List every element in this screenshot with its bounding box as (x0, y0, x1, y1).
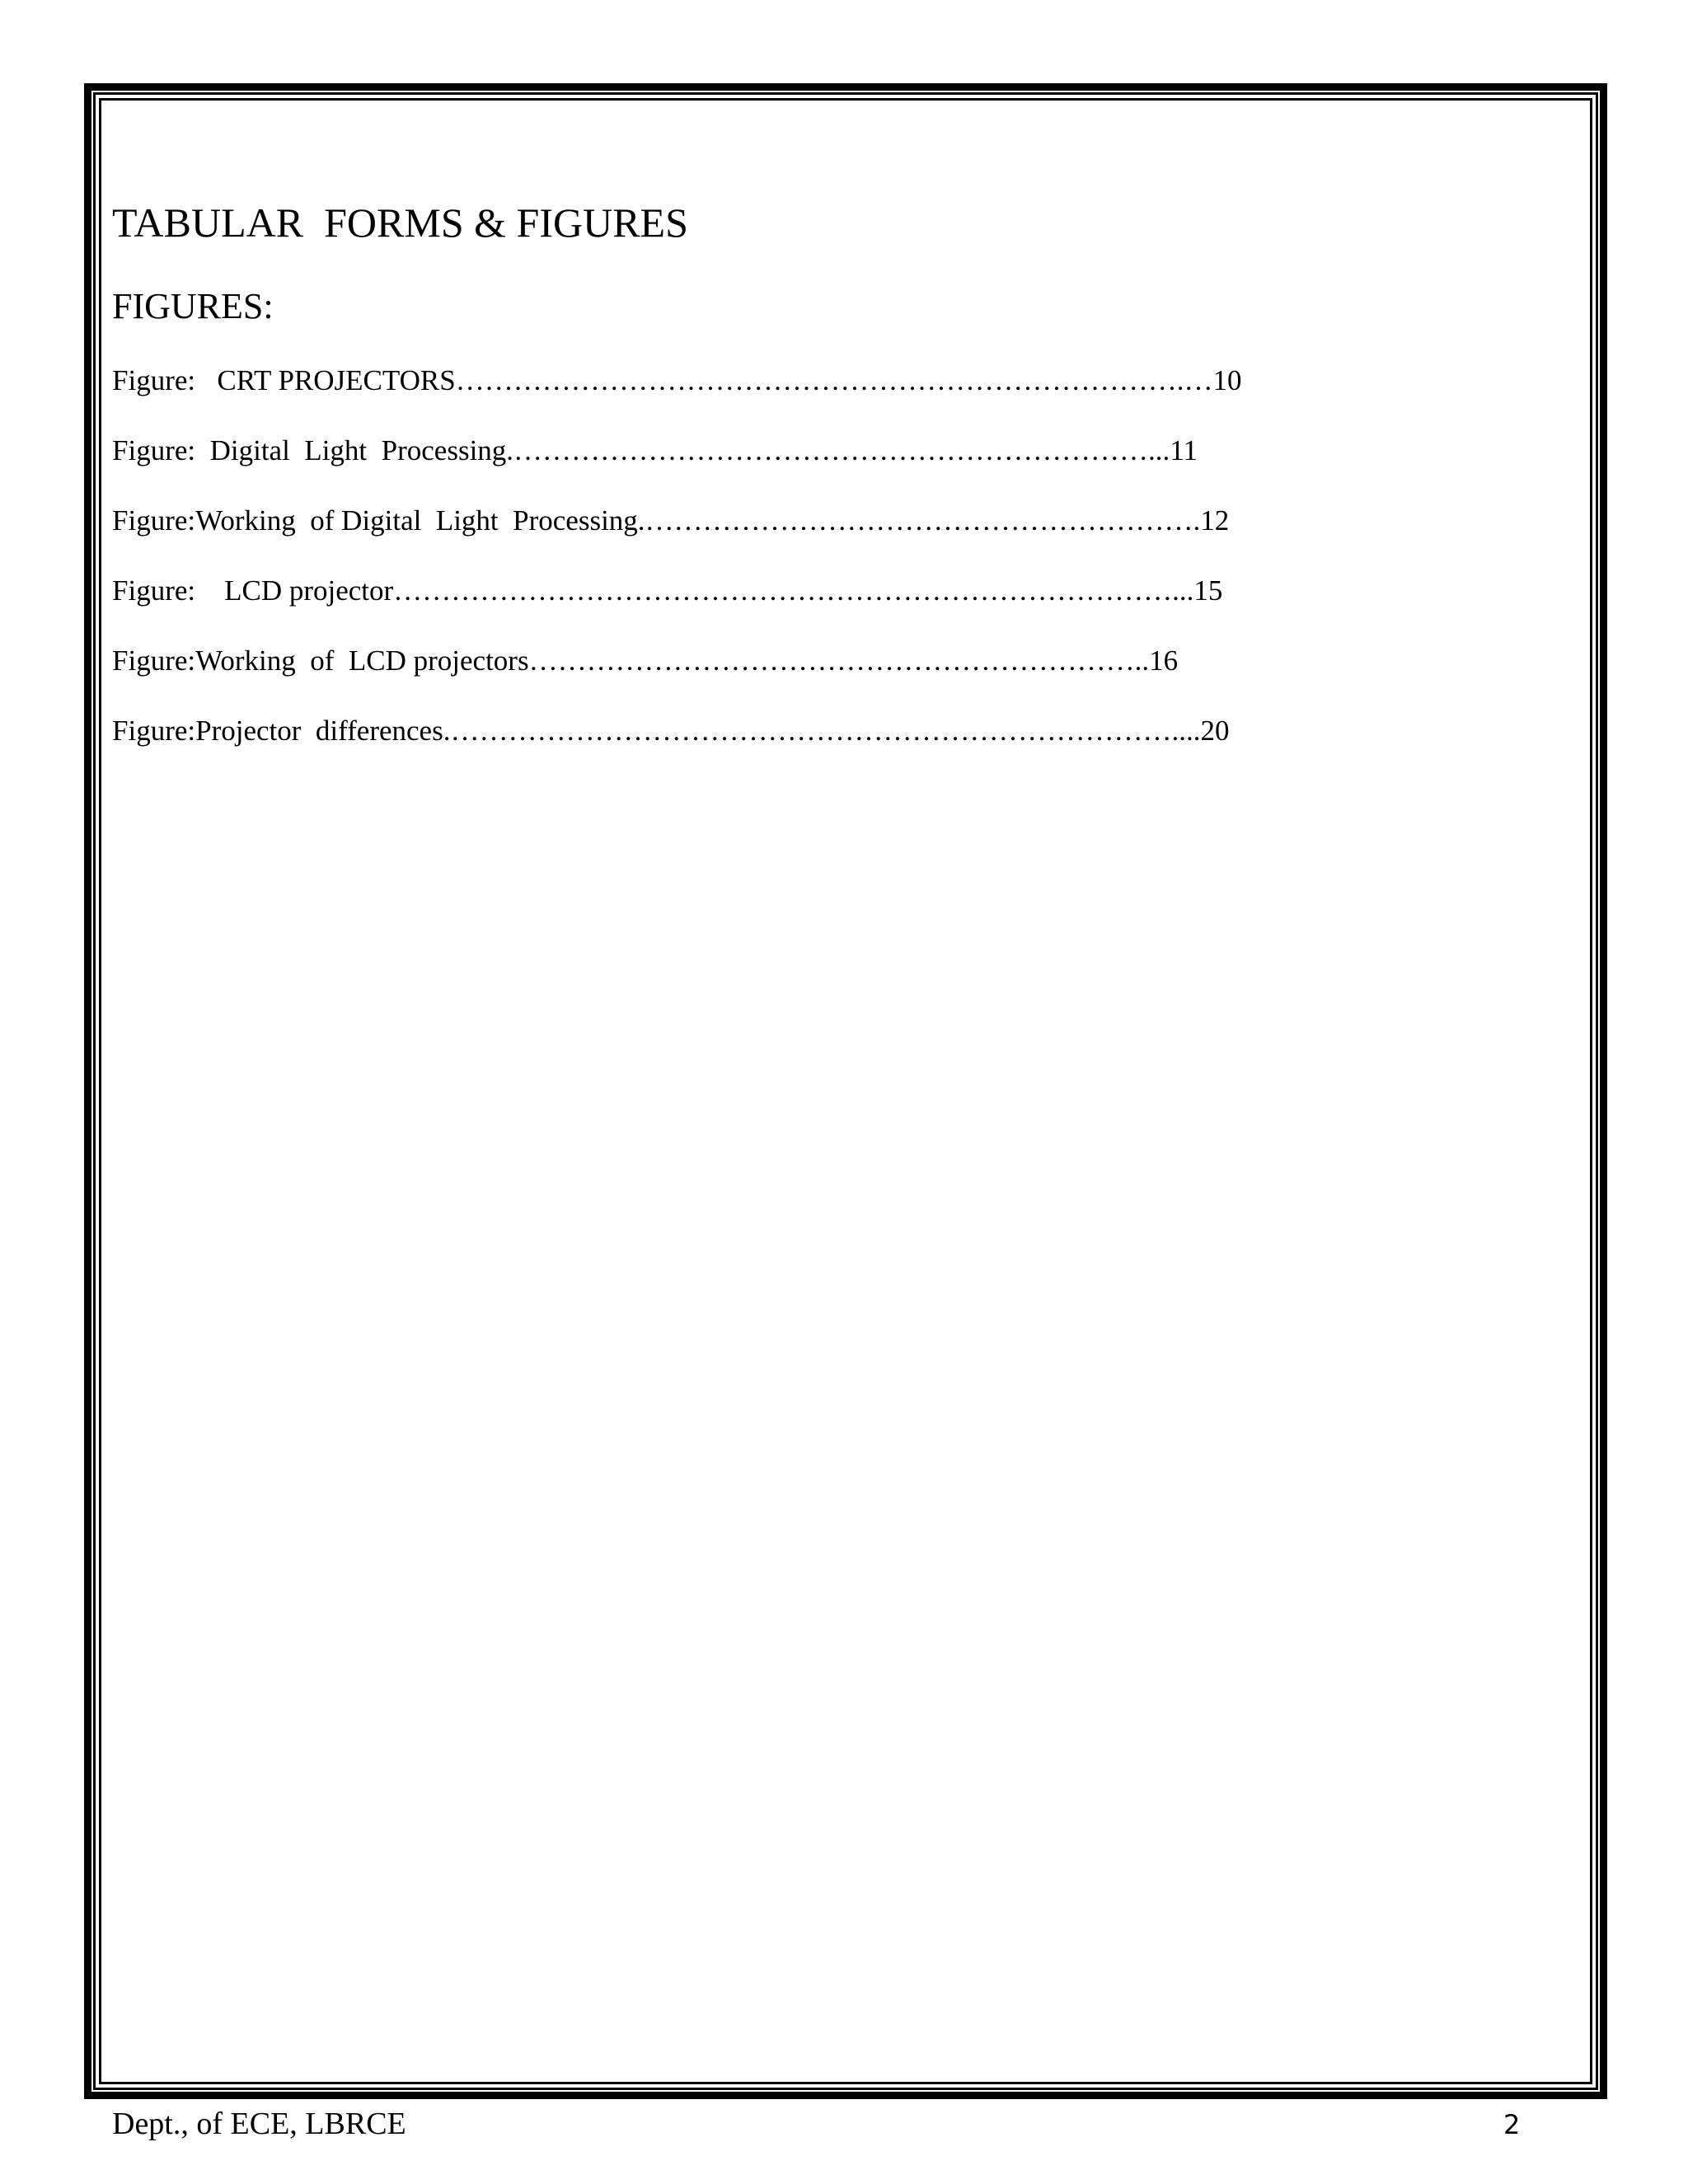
footer-page-number: 2 (1503, 2109, 1521, 2140)
figure-entry-crt-projectors: Figure: CRT PROJECTORS………………………………………………………………….…10 (112, 364, 1242, 396)
figure-entry-digital-light-processing: Figure: Digital Light Processing.…………………………………………………………...11 (112, 434, 1198, 466)
figure-entry-lcd-projector: Figure: LCD projector………………………………………………………………………...15 (112, 574, 1223, 607)
figures-list (112, 363, 1241, 783)
page-title: TABULAR FORMS & FIGURES (112, 199, 688, 246)
footer-department: Dept., of ECE, LBRCE (112, 2107, 406, 2141)
figure-entry-projector-differences: Figure:Projector differences.…………………………………………………………………....20 (112, 715, 1230, 747)
figure-entry-working-of-dlp: Figure:Working of Digital Light Processing.………………………………………………….12 (112, 504, 1230, 537)
section-heading-figures: FIGURES: (112, 286, 274, 326)
figure-entry-working-of-lcd-projectors: Figure:Working of LCD projectors………………………………………………………..16 (112, 644, 1179, 677)
